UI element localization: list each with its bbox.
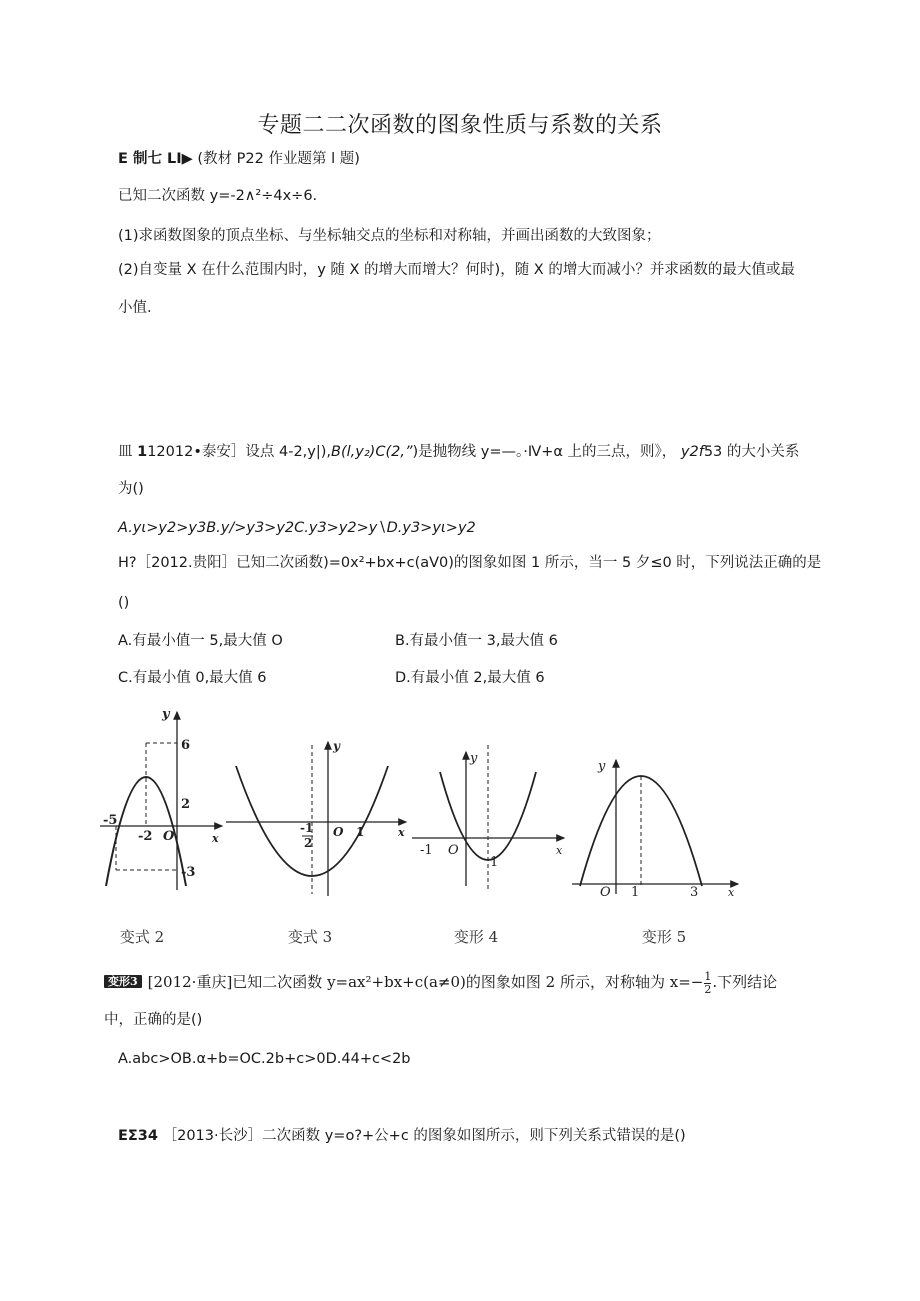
example-source: (教材 P22 作业题第 l 题) xyxy=(197,151,360,167)
fig4-tick-3: 3 xyxy=(690,885,699,900)
variant4-text: ［2013·长沙］二次函数 y=o?+公+c 的图象如图所示，则下列关系式错误的是() xyxy=(162,1128,686,1144)
fig2-y-label: y xyxy=(333,739,340,753)
fig4-tick-1: 1 xyxy=(631,885,640,900)
example-part2-line1: (2)自变量 X 在什么范围内时，y 随 X 的增大而增大？何时)，随 X 的增大而减小？并求函数的最大值或最 xyxy=(118,262,795,278)
variant3-text-end: .下列结论 xyxy=(712,973,778,992)
fig3-x-label: x xyxy=(556,844,563,857)
variant3-tag: 变形3 xyxy=(104,975,142,988)
variant1-text: 12012•泰安］设点 4-2,y|), xyxy=(147,444,332,460)
variant1-text-end: 53 的大小关系 xyxy=(703,444,800,460)
variant2-option-b: B.有最小值一 3,最大值 6 xyxy=(395,633,558,649)
fig3-tick-neg1: -1 xyxy=(420,843,433,858)
variant3-fraction xyxy=(704,971,711,995)
variant1-point-b: B(l,y₂) xyxy=(331,444,376,460)
example-statement: 已知二次函数 y=-2∧²÷4x÷6. xyxy=(118,188,318,204)
fig4-origin: O xyxy=(600,885,611,900)
variant1-number: 1 xyxy=(137,444,148,460)
fig3-caption: 变形 4 xyxy=(453,928,499,946)
variant1-prefix: 皿 xyxy=(118,444,133,460)
variant2-line2: () xyxy=(118,595,130,611)
fig4-caption: 变形 5 xyxy=(641,928,687,946)
figure-2 xyxy=(226,742,406,896)
variant1-text-rest: )是抛物线 y=—。·Ⅳ+α 上的三点，则》， xyxy=(412,444,677,460)
variant3-frac-den: 2 xyxy=(704,982,712,996)
variant1-point-c: C(2,” xyxy=(375,444,413,460)
example-part1: (1)求函数图象的顶点坐标、与坐标轴交点的坐标和对称轴，并画出函数的大致图象； xyxy=(118,228,661,244)
figure-3 xyxy=(412,745,564,890)
figure-4 xyxy=(572,760,738,894)
fig4-y-label: y xyxy=(598,759,606,774)
fig1-tick-neg2: -2 xyxy=(138,829,153,844)
variant2-option-a: A.有最小值一 5,最大值 O xyxy=(118,633,283,649)
variant3-options: A.abc>OB.α+b=OC.2b+c>0D.44+c<2b xyxy=(118,1051,411,1067)
variant4-label: EΣ34 xyxy=(118,1128,158,1144)
fig1-tick-6: 6 xyxy=(181,738,191,753)
fig2-tick-neg1: -1 xyxy=(300,821,314,835)
fig4-x-label: x xyxy=(728,886,735,899)
fig1-tick-neg5: -5 xyxy=(103,813,118,828)
fig1-caption: 变式 2 xyxy=(119,928,165,946)
fig1-tick-neg3: -3 xyxy=(181,865,196,880)
variant3-line1 xyxy=(104,971,777,995)
fig2-origin: O xyxy=(333,825,344,839)
variant2-line1: H?［2012.贵阳］已知二次函数)=0x²+bx+c(aV0)的图象如图 1 所示，当一 5 夕≤0 时，下列说法正确的是 xyxy=(118,555,822,571)
example-label: E 制七 LI▶ xyxy=(118,151,193,167)
variant3-line2: 中，正确的是() xyxy=(104,1012,203,1028)
variant2-option-d: D.有最小值 2,最大值 6 xyxy=(395,670,545,686)
variant1-y2f: y2f xyxy=(680,444,704,460)
fig1-y-label: y xyxy=(162,707,170,722)
fig2-x-label: x xyxy=(398,826,405,839)
fig3-y-label: y xyxy=(470,751,478,766)
fig2-caption: 变式 3 xyxy=(287,928,333,946)
fig3-origin: O xyxy=(448,843,459,858)
variant2-option-c: C.有最小值 0,最大值 6 xyxy=(118,670,267,686)
variant4-line xyxy=(118,1129,686,1144)
figures-row xyxy=(0,700,920,960)
variant3-text: [2012·重庆]已知二次函数 y=ax²+bx+c(a≠0)的图象如图 2 所示，对称轴为 x=− xyxy=(147,973,704,992)
fig1-origin: O xyxy=(163,829,175,844)
fig2-tick-2: 2 xyxy=(304,836,313,850)
variant1-line2: 为() xyxy=(118,481,144,497)
example-header xyxy=(118,152,360,167)
variant1-options: A.yι>y2>y3B.y/>y3>y2C.y3>y2>y∖D.y3>yι>y2 xyxy=(118,520,476,536)
fig1-tick-2: 2 xyxy=(181,797,191,812)
figure-1 xyxy=(100,712,222,890)
variant1-line1 xyxy=(118,445,799,460)
example-part2-line2: 小值. xyxy=(118,300,152,316)
page-title: 专题二二次函数的图象性质与系数的关系 xyxy=(257,113,663,138)
fig2-tick-1: 1 xyxy=(356,825,365,839)
fig3-tick-1: 1 xyxy=(490,855,499,870)
variant3-frac-num: 1 xyxy=(704,970,712,983)
fig1-x-label: x xyxy=(212,832,219,845)
